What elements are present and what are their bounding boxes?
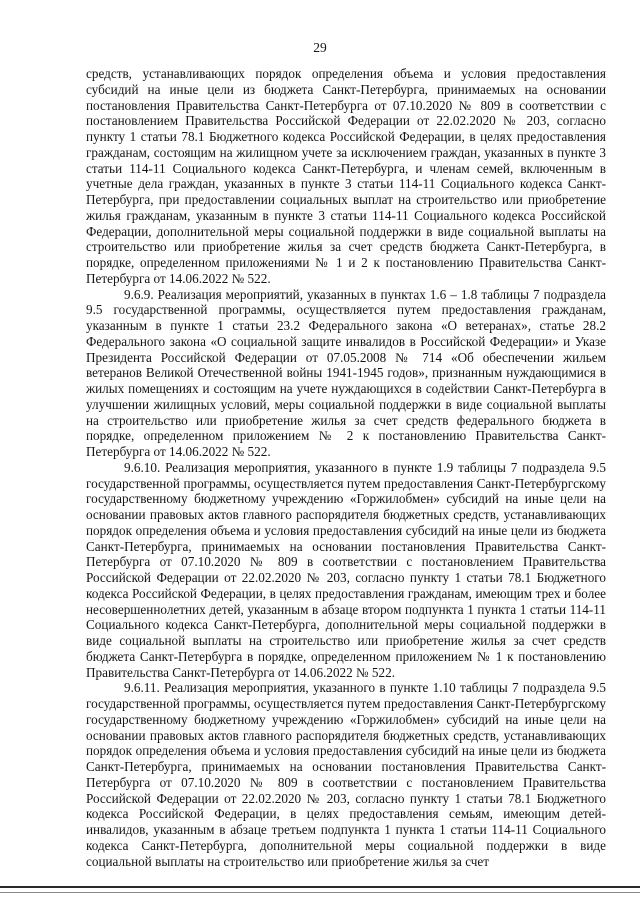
scan-edge-line-secondary	[0, 892, 640, 893]
paragraph-9-6-11: 9.6.11. Реализация мероприятия, указанного в пункте 1.10 таблицы 7 подраздела 9.5 государственной программы, осуществляется путем предоставления Санкт-Петербургскому государственному бюджетному учреждению «Горжилобмен» субсидий на иные цели на основании правовых актов главного распорядителя бюджетных средств, устанавливающих порядок определения объема и условия предоставления субсидий на иные цели из бюджета Санкт-Петербурга, принимаемых на основании постановления Правительства Санкт-Петербурга от 07.10.2020 № 809 в соответствии с постановлением Правительства Российской Федерации от 22.02.2020 № 203, согласно пункту 1 статьи 78.1 Бюджетного кодекса Российской Федерации, в целях предоставления семьям, имеющим детей-инвалидов, указанным в абзаце третьем подпункта 1 пункта 1 статьи 114-11 Социального кодекса Санкт-Петербурга, дополнительной меры социальной поддержки в виде социальной выплаты на строительство или приобретение жилья за счет	[86, 680, 606, 869]
paragraph-9-6-9: 9.6.9. Реализация мероприятий, указанных в пунктах 1.6 – 1.8 таблицы 7 подраздела 9.5 государственной программы, осуществляется путем предоставления гражданам, указанным в пункте 1 статьи 23.2 Федерального закона «О ветеранах», статье 28.2 Федерального закона «О социальной защите инвалидов в Российской Федерации» и Указе Президента Российской Федерации от 07.05.2008 № 714 «Об обеспечении жильем ветеранов Великой Отечественной войны 1941-1945 годов», признанным нуждающимися в жилых помещениях и состоящим на учете нуждающихся в содействии Санкт-Петербурга в улучшении жилищных условий, меры социальной поддержки в виде социальной выплаты на строительство или приобретение жилья за счет средств федерального бюджета в порядке, определенном приложением № 2 к постановлению Правительства Санкт-Петербурга от 14.06.2022 № 522.	[86, 286, 606, 459]
paragraph-continuation: средств, устанавливающих порядок определения объема и условия предоставления субсидий на иные цели из бюджета Санкт-Петербурга, принимаемых на основании постановления Правительства Санкт-Петербурга от 07.10.2020 № 809 в соответствии с постановлением Правительства Российской Федерации от 22.02.2020 № 203, согласно пункту 1 статьи 78.1 Бюджетного кодекса Российской Федерации, в целях предоставления гражданам, состоящим на жилищном учете за исключением граждан, указанных в пункте 3 статьи 114-11 Социального кодекса Санкт-Петербурга, и членам семей, включенным в учетные дела граждан, указанных в пункте 3 статьи 114-11 Социального кодекса Санкт-Петербурга, при предоставлении социальных выплат на строительство или приобретение жилья гражданам, указанным в пункте 3 статьи 114-11 Социального кодекса Российской Федерации, дополнительной меры социальной поддержки в виде социальной выплаты на строительство или приобретение жилья за счет средств бюджета Санкт-Петербурга, в порядке, определенном приложениями № 1 и 2 к постановлению Правительства Санкт-Петербурга от 14.06.2022 № 522.	[86, 66, 606, 286]
document-body	[86, 66, 606, 869]
page-number: 29	[313, 40, 327, 55]
paragraph-9-6-10: 9.6.10. Реализация мероприятия, указанного в пункте 1.9 таблицы 7 подраздела 9.5 государственной программы, осуществляется путем предоставления Санкт-Петербургскому государственному бюджетному учреждению «Горжилобмен» субсидий на иные цели на основании правовых актов главного распорядителя бюджетных средств, устанавливающих порядок определения объема и условия предоставления субсидий на иные цели из бюджета Санкт-Петербурга, принимаемых на основании постановления Правительства Санкт-Петербурга от 07.10.2020 № 809 в соответствии с постановлением Правительства Российской Федерации от 22.02.2020 № 203, согласно пункту 1 статьи 78.1 Бюджетного кодекса Российской Федерации, в целях предоставления гражданам, имеющим трех и более несовершеннолетних детей, указанным в абзаце втором подпункта 1 пункта 1 статьи 114-11 Социального кодекса Санкт-Петербурга, дополнительной меры социальной поддержки в виде социальной выплаты на строительство или приобретение жилья за счет средств бюджета Санкт-Петербурга в порядке, определенном приложением № 1 к постановлению Правительства Санкт-Петербурга от 14.06.2022 № 522.	[86, 459, 606, 680]
scan-edge-line	[0, 886, 640, 888]
